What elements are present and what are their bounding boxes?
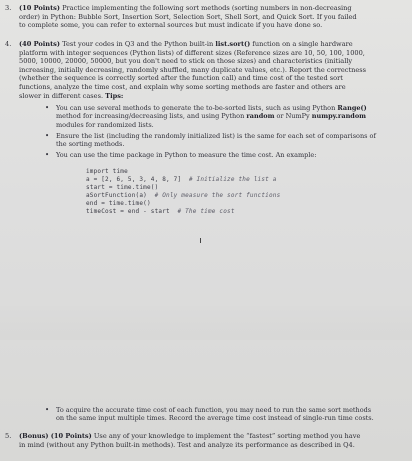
question-4-line-5: functions, analyze the time cost, and explain why some sorting methods are faster and others are [19,82,346,91]
question-3-text [19,4,403,30]
question-3-line-2: order) in Python: Bubble Sort, Insertion Sort, Selection Sort, Shell Sort, and Quick Sort. If you failed [19,12,357,21]
question-4-line-4: (whether the sequence is correctly sorted after the function call) and time cost of the tested sort [19,74,343,83]
timing-tip-list [42,406,397,425]
question-4-number: 4. [5,40,12,48]
question-3-points: (10 Points) [19,4,60,12]
text-cursor-icon [200,238,201,243]
code-line-1: import time [86,168,128,175]
tip-4-line-2: on the same input multiple times. Record the average time cost instead of single-run time costs. [56,414,374,423]
question-5-number: 5. [5,432,12,440]
bullet-dot-icon: • [45,131,50,140]
question-4-points: (40 Points) [19,40,60,48]
bullet-dot-icon: • [45,104,50,112]
code-line-4: aSortFunction(a) [86,191,147,199]
question-4-line-6: slower in different cases. [19,91,106,100]
tips-list [42,104,397,162]
question-5-points: (Bonus) (10 Points) [19,432,92,440]
code-comment-6: # The time cost [177,207,235,215]
question-3-number: 3. [5,4,12,12]
tip-1-text-e: or NumPy [274,112,312,121]
range-method: Range() [337,104,367,112]
code-line-5: end = time.time() [86,199,151,207]
bullet-dot-icon: • [45,406,50,414]
question-3-line-3: to complete some, you can refer to external sources but must indicate if you have done so. [19,21,323,30]
question-4-head-a: Test your codes in Q3 and the Python built-in [62,40,216,48]
question-4-line-2: 5000, 10000, 20000, 50000, but you don't need to stick on those sizes) and characteristics (initially [19,57,353,66]
tip-bullet-1 [42,104,397,129]
code-line-6: timeCost = end - start [86,207,170,215]
random-module: random [246,112,275,121]
tip-bullet-3 [42,151,397,159]
background-shade [0,300,412,340]
code-comment-2: # Initialize the list a [188,175,277,183]
tip-bullet-2 [42,132,397,149]
tip-1-text-g: modules for randomized lists. [56,120,154,129]
tip-4-line-1: To acquire the accurate time cost of each function, you may need to run the same sort methods [56,406,372,414]
list-sort-method: list.sort() [215,40,251,48]
numpy-random-module: numpy.random [311,112,367,121]
tip-1-text-a: You can use several methods to generate the to-be-sorted lists, such as using Python [56,104,338,112]
question-3-line-1: Practice implementing the following sort methods (sorting numbers in non-decreasing [62,4,352,12]
tip-3-line-1: You can use the time package in Python to measure the time cost. An example: [56,151,317,160]
tip-2-line-2: the sorting methods. [56,140,125,149]
tips-label: Tips: [105,91,124,100]
tip-2-line-1: Ensure the list (including the randomly initialized list) is the same for each set of comparisons of [56,131,376,140]
code-comment-4: # Only measure the sort functions [154,191,281,199]
question-5-line-1: Use any of your knowledge to implement the “fastest” sorting method you have [93,432,361,440]
question-4-line-3: increasing, initially decreasing, randomly shuffled, many duplicate values, etc.). Report the correctness [19,65,367,74]
bullet-dot-icon: • [45,151,50,160]
question-4-head-c: function on a single hardware [250,40,353,48]
question-5-line-2: in mind (without any Python built-in methods). Test and analyze its performance as described in Q4. [19,440,355,449]
question-4-line-1: platform with integer sequences (Python lists) of different sizes (Reference sizes are 10, 50, 100, 1000, [19,48,365,57]
code-line-3: start = time.time() [86,183,159,191]
code-example [86,168,386,215]
question-4-text [19,40,403,100]
code-line-2: a = [2, 6, 5, 3, 4, 8, 7] [86,175,182,183]
tip-bullet-4 [42,406,397,423]
tip-1-text-c: method for increasing/decreasing lists, and using Python [56,112,247,121]
question-5-text [19,432,403,449]
